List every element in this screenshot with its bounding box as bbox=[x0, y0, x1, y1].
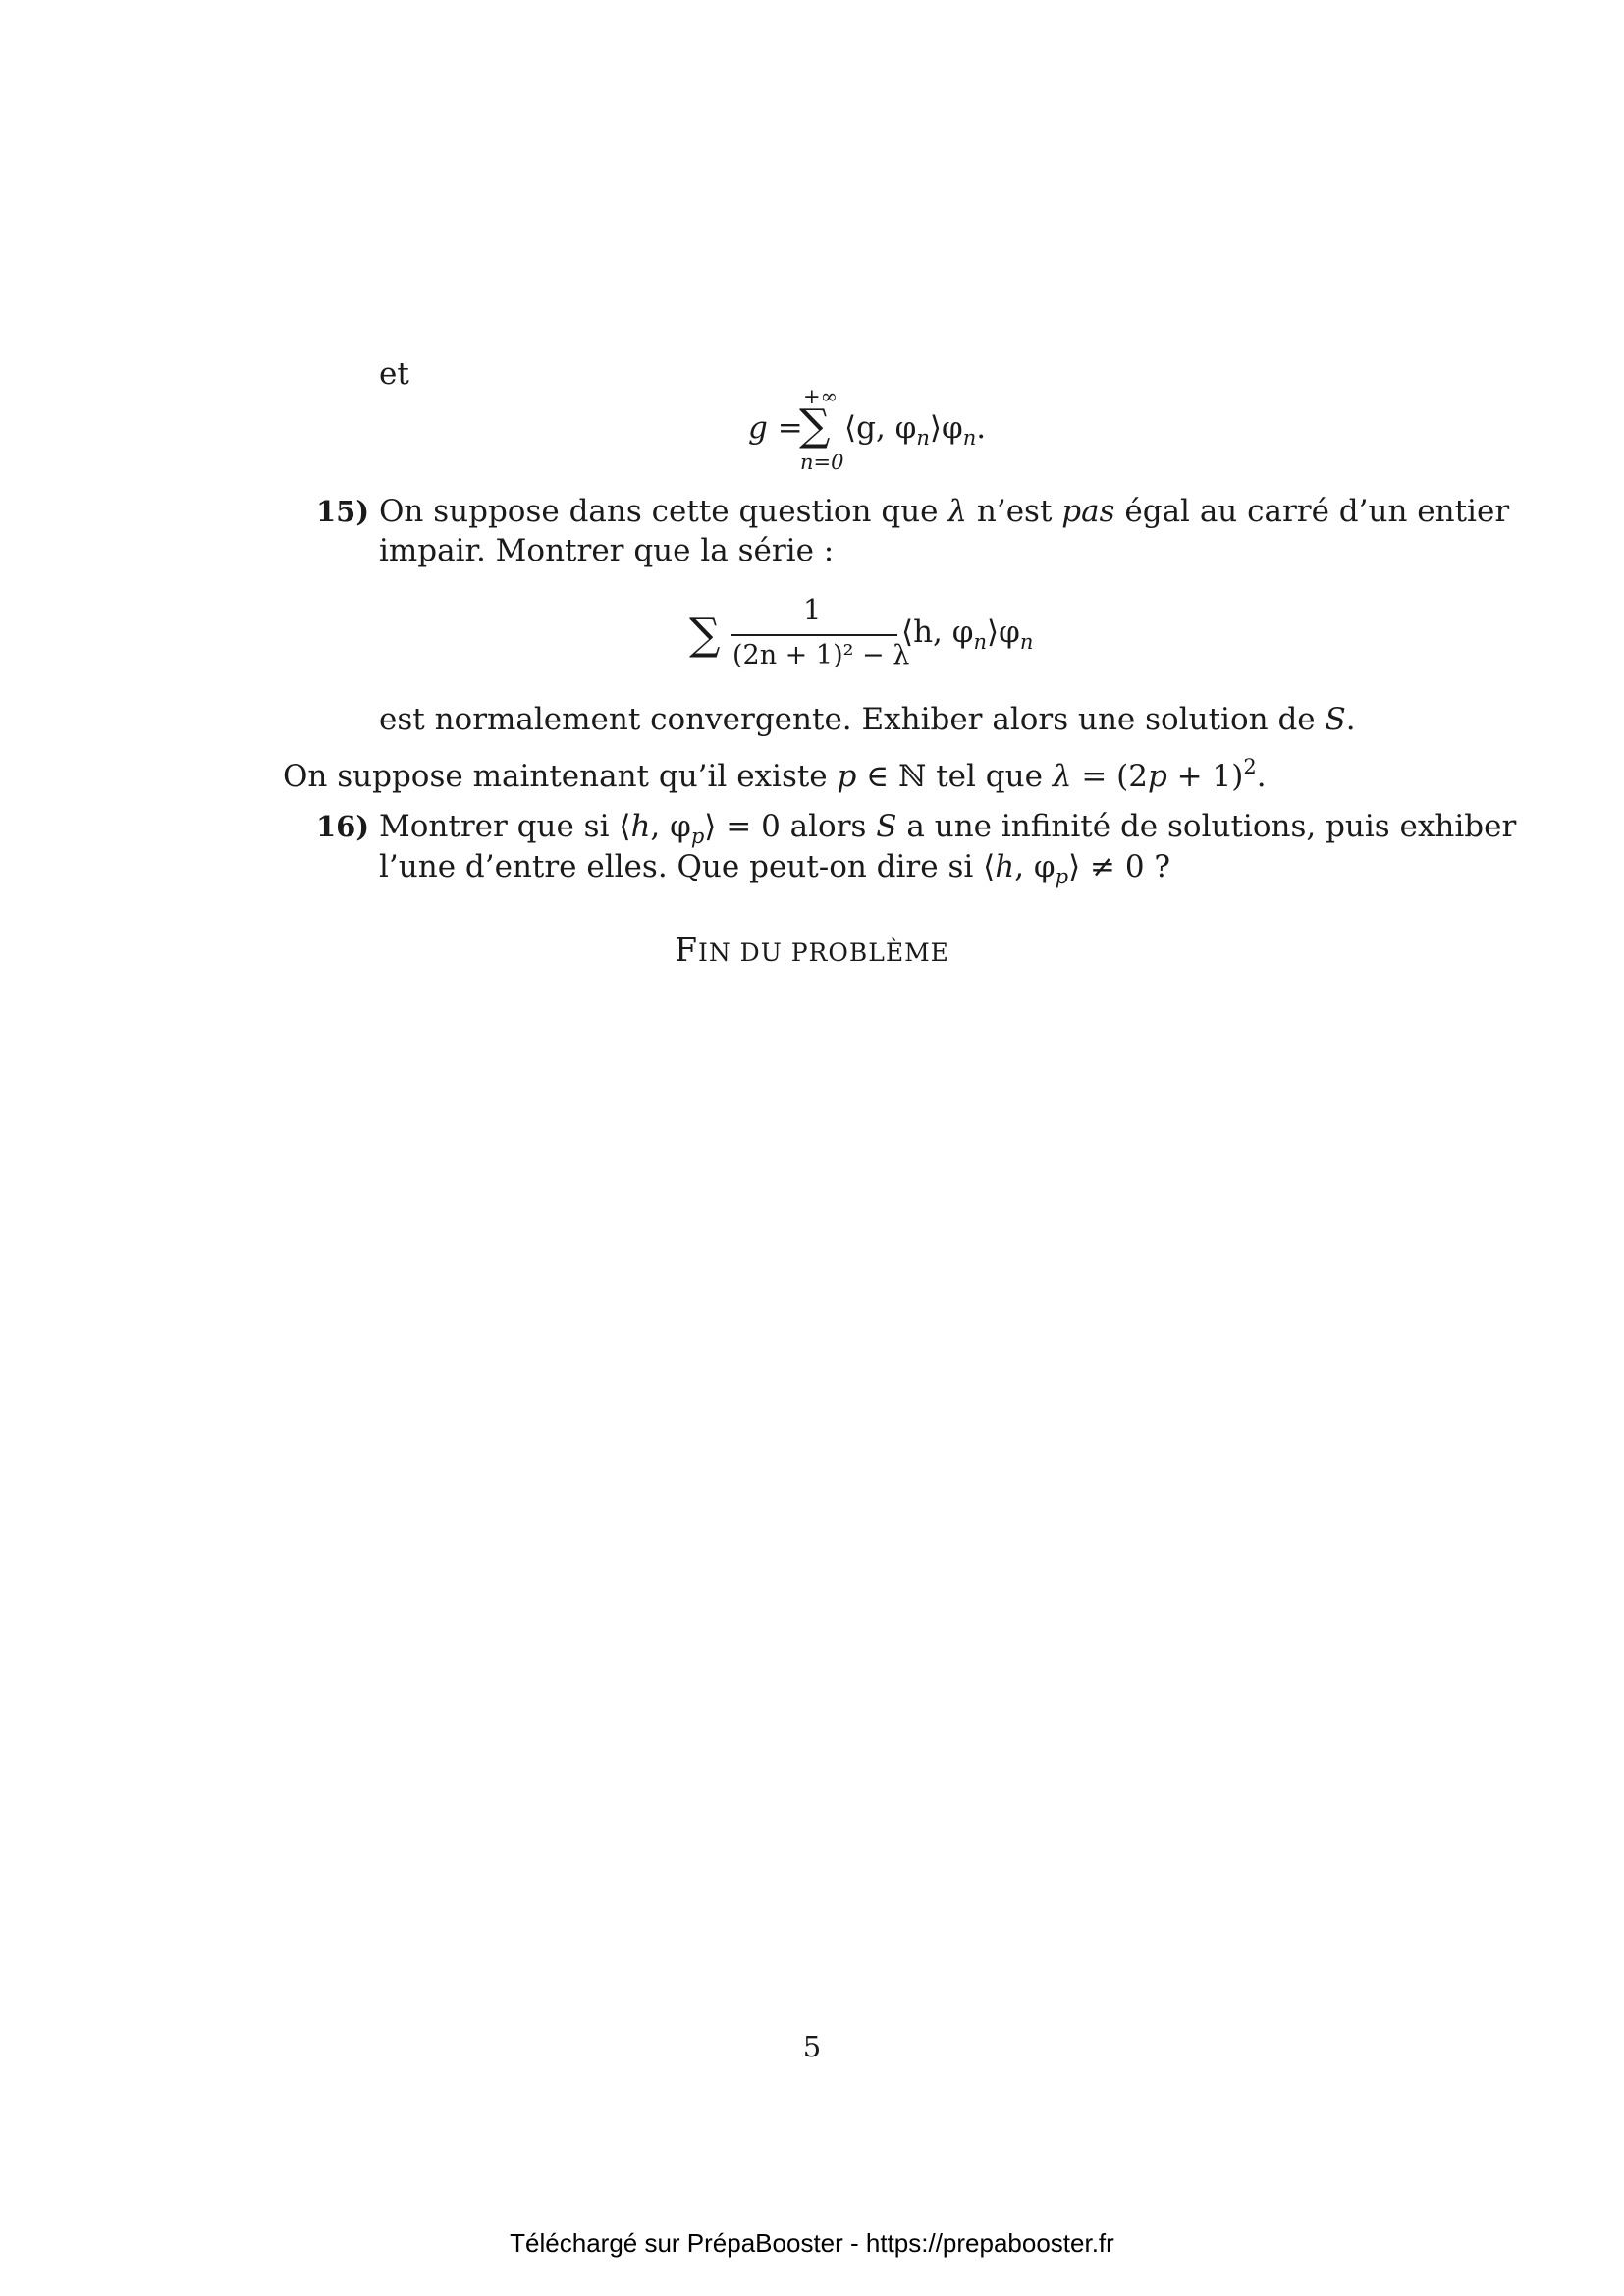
end-title-first: F bbox=[675, 931, 698, 969]
q16-line1-h: h bbox=[630, 809, 651, 844]
q16-line1-sub: p bbox=[690, 825, 705, 848]
q16-line2-a: l’une d’entre elles. Que peut-on dire si ⟨ bbox=[379, 849, 996, 884]
eq-g-body-end: . bbox=[976, 410, 987, 446]
q16-line1-c: ⟩ = 0 alors bbox=[704, 809, 877, 844]
series-body-mid: ⟩φ bbox=[987, 614, 1020, 650]
suppose-p2: p bbox=[1147, 759, 1167, 794]
download-footer: Téléchargé sur PrépaBooster - https://prepabooster.fr bbox=[510, 2228, 1114, 2258]
suppose-lambda: λ bbox=[1052, 759, 1072, 794]
eq-g-sum-symbol: ∑ bbox=[799, 400, 831, 451]
q16-line1-a: Montrer que si ⟨ bbox=[379, 809, 631, 844]
q15-line1-c: égal au carré d’un entier bbox=[1114, 494, 1510, 529]
eq-g-body bbox=[844, 410, 987, 450]
suppose-d: + 1) bbox=[1166, 759, 1244, 794]
page-number: 5 bbox=[802, 2030, 822, 2063]
eq-g-sum-upper: +∞ bbox=[803, 385, 839, 408]
q16-line1-d: a une infinité de solutions, puis exhiber bbox=[896, 809, 1517, 844]
series-frac-bar bbox=[731, 634, 897, 636]
q15-after-a: est normalement convergente. Exhiber alors une solution de bbox=[379, 702, 1326, 737]
end-title-rest: IN DU PROBLÈME bbox=[697, 938, 949, 967]
eq-g-body-sub2: n bbox=[962, 426, 977, 450]
eq-g-body-a: ⟨g, φ bbox=[844, 410, 917, 446]
q16-line2-b: , φ bbox=[1014, 849, 1056, 884]
suppose-b: ∈ ℕ tel que bbox=[856, 759, 1053, 794]
eq-g-lhs bbox=[748, 410, 803, 446]
q16-line2-sub: p bbox=[1055, 865, 1069, 888]
series-body bbox=[901, 614, 1034, 654]
q15-line1-b: n’est bbox=[967, 494, 1062, 529]
question-15-line1 bbox=[379, 493, 1509, 530]
eq-g-body-sub: n bbox=[916, 426, 930, 450]
suppose-c: = (2 bbox=[1071, 759, 1148, 794]
suppose-p: p bbox=[837, 759, 857, 794]
series-body-a: ⟨h, φ bbox=[901, 614, 974, 650]
series-body-sub2: n bbox=[1019, 630, 1034, 654]
eq-g-body-mid: ⟩φ bbox=[929, 410, 963, 446]
q15-lambda: λ bbox=[947, 494, 968, 529]
series-frac-numerator: 1 bbox=[803, 593, 822, 626]
continuation-text: et bbox=[379, 356, 409, 392]
q16-line2-c: ⟩ ≠ 0 ? bbox=[1068, 849, 1171, 884]
q15-after-S: S bbox=[1325, 702, 1346, 737]
q16-line1-b: , φ bbox=[650, 809, 691, 844]
series-body-sub: n bbox=[973, 630, 988, 654]
question-16-line2 bbox=[379, 848, 1170, 888]
series-sigma: ∑ bbox=[689, 610, 721, 660]
q15-after-end: . bbox=[1345, 702, 1356, 737]
q16-line1-S: S bbox=[876, 809, 897, 844]
eq-g-sum-lower: n=0 bbox=[800, 451, 844, 474]
question-15-conclusion bbox=[379, 701, 1356, 738]
series-frac-denominator: (2n + 1)² − λ bbox=[732, 640, 910, 670]
question-15-number: 15) bbox=[316, 495, 370, 528]
q15-line1-a: On suppose dans cette question que bbox=[379, 494, 948, 529]
question-16-number: 16) bbox=[316, 810, 370, 843]
suppose-end: . bbox=[1256, 759, 1267, 794]
q15-pas: pas bbox=[1061, 494, 1115, 529]
end-of-problem-title bbox=[0, 931, 1624, 969]
eq-g-lhs-text: g = bbox=[748, 410, 803, 446]
question-16-line1 bbox=[379, 808, 1516, 848]
suppose-exp: 2 bbox=[1243, 755, 1257, 778]
q16-line2-h: h bbox=[995, 849, 1015, 884]
suppose-statement bbox=[283, 755, 1267, 798]
suppose-a: On suppose maintenant qu’il existe bbox=[283, 759, 838, 794]
question-15-line2: impair. Montrer que la série : bbox=[379, 533, 835, 568]
